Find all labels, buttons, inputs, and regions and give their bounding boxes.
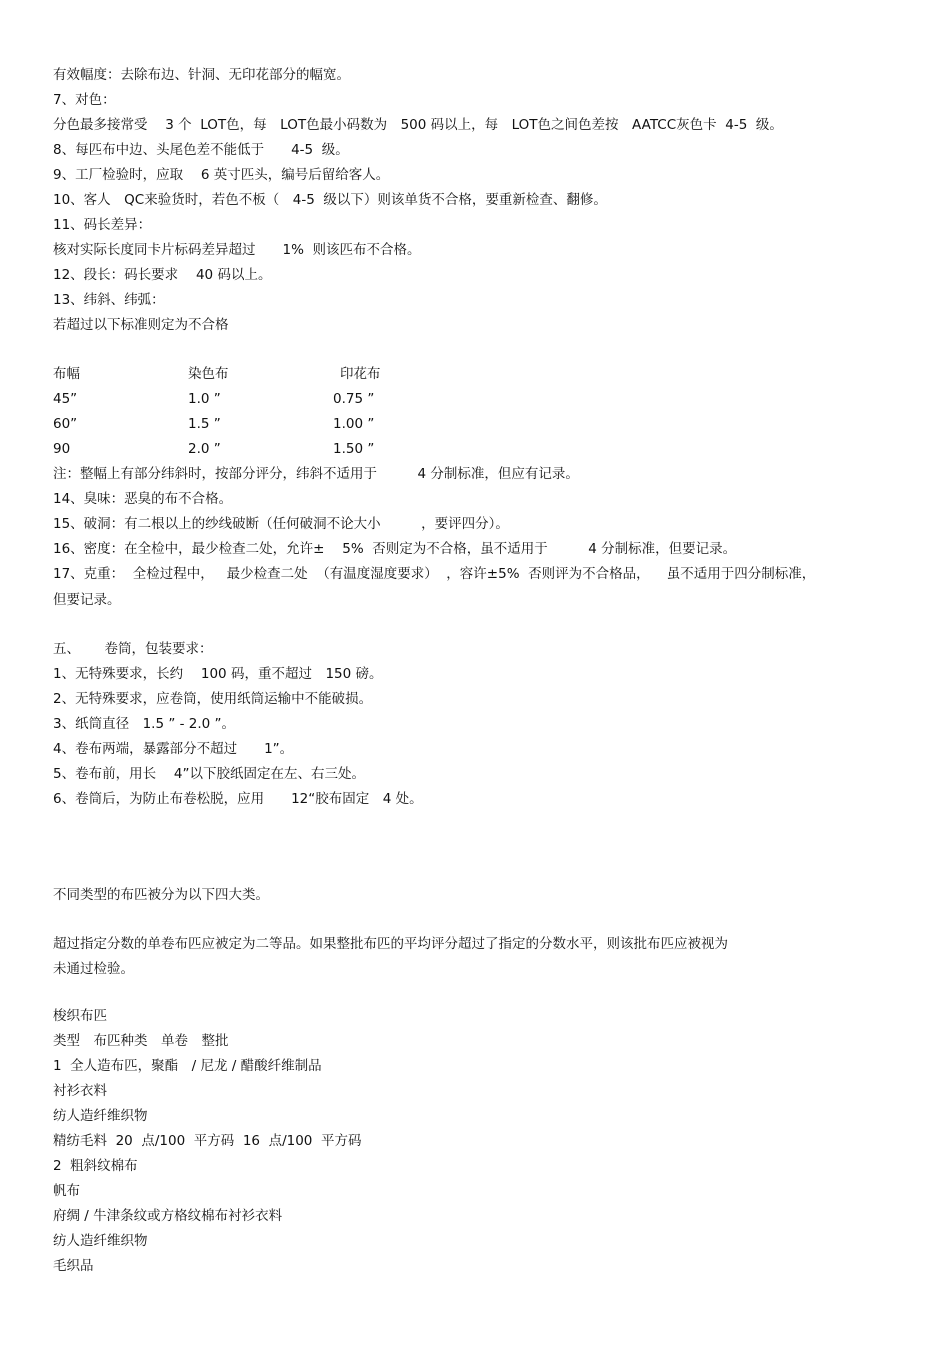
text-line: 精纺毛料 20 点/100 平方码 16 点/100 平方码 <box>53 1133 362 1149</box>
text-line: 1、无特殊要求，长约 100 码，重不超过 150 磅。 <box>53 666 383 682</box>
text-line: 分色最多接常受 3 个 LOT色，每 LOT色最小码数为 500 码以上，每 LOT色之间色差按 AATCC灰色卡 4-5 级。 <box>53 117 783 133</box>
text-line: 12、段长：码长要求 40 码以上。 <box>53 267 272 283</box>
text-line: 衬衫衣料 <box>53 1083 107 1099</box>
section-heading: 五、 卷筒，包装要求： <box>53 641 213 657</box>
text-line: 核对实际长度同卡片标码差异超过 1% 则该匹布不合格。 <box>53 242 421 258</box>
table-header-printed: 印花布 <box>340 366 381 382</box>
text-line: 2、无特殊要求，应卷筒，使用纸筒运输中不能破损。 <box>53 691 373 707</box>
text-line: 府绸 / 牛津条纹或方格纹棉布衬衫衣料 <box>53 1208 283 1224</box>
text-line: 未通过检验。 <box>53 961 134 977</box>
text-line: 毛织品 <box>53 1258 94 1274</box>
text-line: 10、客人 QC来验货时，若色不板（ 4-5 级以下）则该单货不合格，要重新检查、翻修。 <box>53 192 607 208</box>
text-line: 2 粗斜纹棉布 <box>53 1158 138 1174</box>
table-header-dyed: 染色布 <box>188 366 229 382</box>
text-line: 纺人造纤维织物 <box>53 1108 148 1124</box>
text-line: 纺人造纤维织物 <box>53 1233 148 1249</box>
table-cell: 1.0 ” <box>188 391 221 407</box>
text-line: 3、纸筒直径 1.5 ” - 2.0 ”。 <box>53 716 236 732</box>
table-cell: 0.75 ” <box>333 391 375 407</box>
text-line: 但要记录。 <box>53 592 121 608</box>
text-line: 梭织布匹 <box>53 1008 107 1024</box>
table-cell: 2.0 ” <box>188 441 221 457</box>
text-line: 14、臭味：恶臭的布不合格。 <box>53 491 233 507</box>
text-line: 11、码长差异： <box>53 217 152 233</box>
text-line: 超过指定分数的单卷布匹应被定为二等品。如果整批布匹的平均评分超过了指定的分数水平，则该批布匹应被视为 <box>53 936 728 952</box>
table-cell: 90 <box>53 441 71 457</box>
text-line: 15、破洞：有二根以上的纱线破断（任何破洞不论大小 ，要评四分）。 <box>53 516 509 532</box>
text-line: 4、卷布两端，暴露部分不超过 1”。 <box>53 741 294 757</box>
text-line: 帆布 <box>53 1183 80 1199</box>
text-line: 16、密度：在全检中，最少检查二处，允许± 5% 否则定为不合格，虽不适用于 4 分制标准，但要记录。 <box>53 541 737 557</box>
text-line: 7、对色： <box>53 92 116 108</box>
table-cell: 1.50 ” <box>333 441 375 457</box>
text-line: 1 全人造布匹，聚酯 / 尼龙 / 醋酸纤维制品 <box>53 1058 322 1074</box>
text-line: 类型 布匹种类 单卷 整批 <box>53 1033 229 1049</box>
text-line: 13、纬斜、纬弧： <box>53 292 165 308</box>
text-line: 5、卷布前，用长 4”以下胶纸固定在左、右三处。 <box>53 766 365 782</box>
text-line: 6、卷筒后，为防止布卷松脱，应用 12“胶布固定 4 处。 <box>53 791 423 807</box>
table-cell: 60” <box>53 416 78 432</box>
text-line: 17、克重： 全检过程中， 最少检查二处 （有温度湿度要求） ，容许±5% 否则评为不合格品， 虽不适用于四分制标准， <box>53 566 816 582</box>
table-cell: 45” <box>53 391 78 407</box>
text-line: 9、工厂检验时，应取 6 英寸匹头，编号后留给客人。 <box>53 167 390 183</box>
text-line: 8、每匹布中边、头尾色差不能低于 4-5 级。 <box>53 142 349 158</box>
table-cell: 1.5 ” <box>188 416 221 432</box>
text-line: 注：整幅上有部分纬斜时，按部分评分，纬斜不适用于 4 分制标准，但应有记录。 <box>53 466 579 482</box>
table-header-width: 布幅 <box>53 366 80 382</box>
table-cell: 1.00 ” <box>333 416 375 432</box>
text-line: 若超过以下标准则定为不合格 <box>53 317 229 333</box>
text-line: 不同类型的布匹被分为以下四大类。 <box>53 887 269 903</box>
text-line: 有效幅度：去除布边、针洞、无印花部分的幅宽。 <box>53 67 350 83</box>
